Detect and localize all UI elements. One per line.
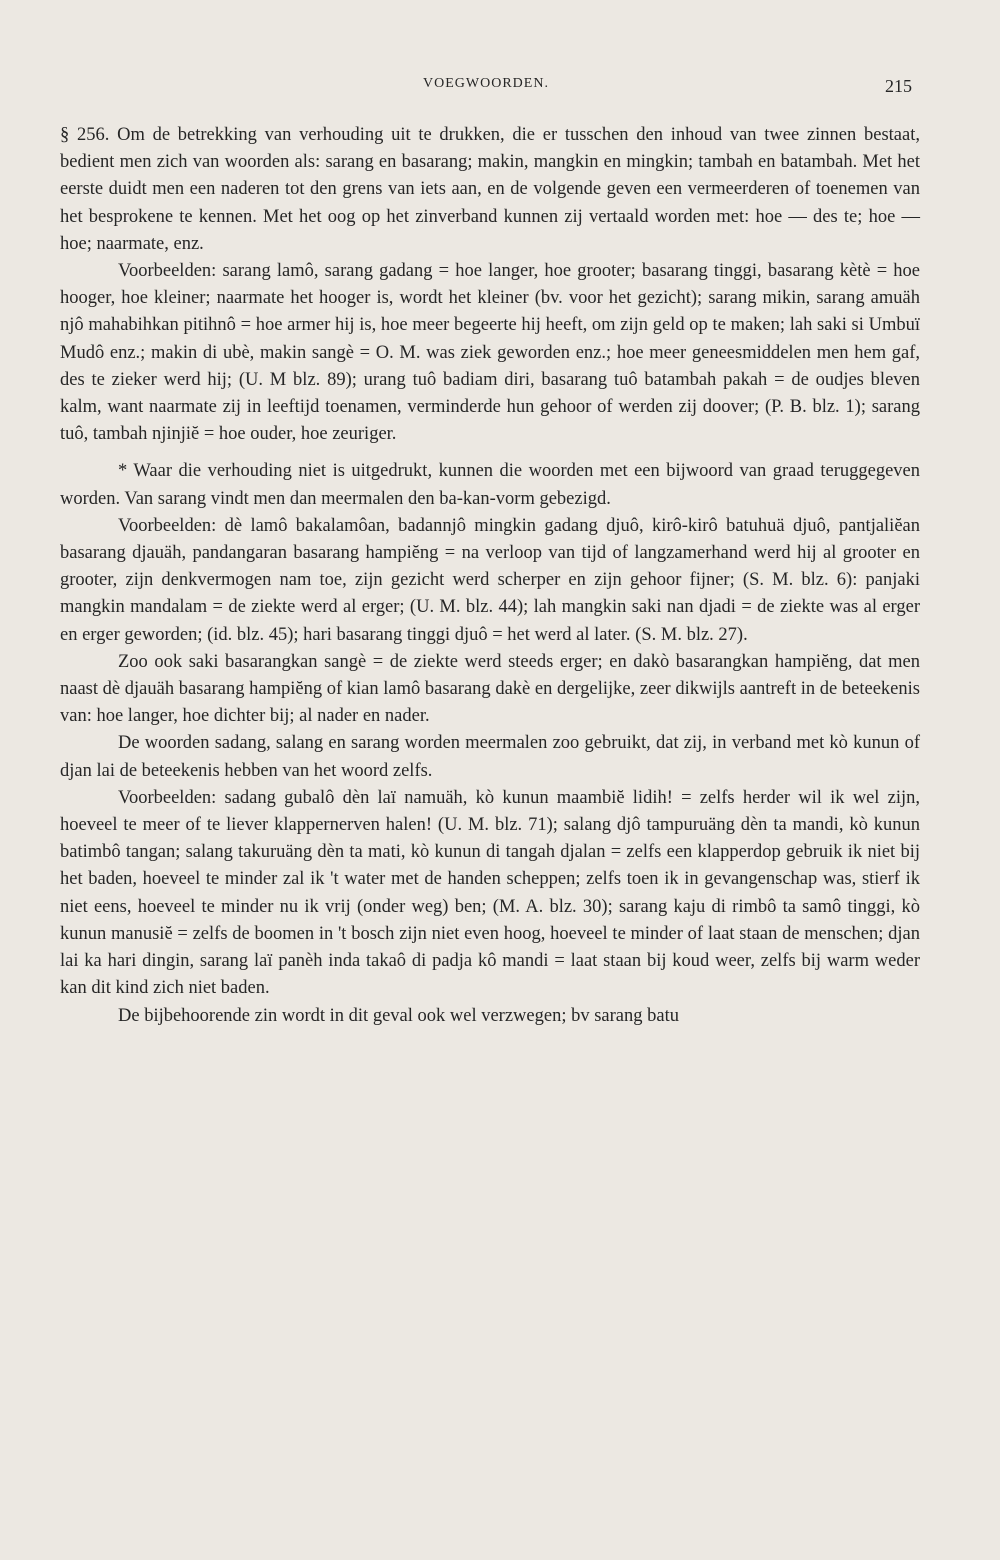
page-header (60, 76, 912, 100)
page-number: 215 (885, 76, 912, 96)
running-head: VOEGWOORDEN. (423, 76, 549, 91)
paragraph-last: De bijbehoorende zin wordt in dit geval ook wel verzwegen; bv sarang batu (118, 1005, 679, 1026)
paragraph-note: * Waar die verhouding niet is uitgedrukt, kunnen die woorden met een bijwoord van graad teruggegeven worden. Van sarang vindt men dan meermalen den ba-kan-vorm gebezigd. (60, 461, 920, 509)
paragraph-examples-1: Voorbeelden: sarang lamô, sarang gadang = hoe langer, hoe grooter; basarang tinggi, basarang kètè = hoe hooger, hoe kleiner; naarmate het hooger is, wordt het kleiner (bv. voor het gezicht); sarang mikin, sarang amuäh njô mahabihkan pitihnô = hoe armer hij is, hoe meer begeerte hij heeft, om zijn geld op te maken; lah saki si Umbuï Mudô enz.; makin di ubè, makin sangè = O. M. was ziek geworden enz.; hoe meer geneesmiddelen men hem gaf, des te zieker werd hij; (U. M blz. 89); urang tuô badiam diri, basarang tuô batambah pakah = de oudjes bleven kalm, want naarmate zij in leeftijd toenamen, verminderde hun gehoor of werden zij doover; (P. B. blz. 1); sarang tuô, tambah njinjiĕ = hoe ouder, hoe zeuriger. (60, 261, 920, 445)
paragraph-examples-3: Voorbeelden: sadang gubalô dèn laï namuäh, kò kunun maambiĕ lidih! = zelfs herder wil ik wel zijn, hoeveel te meer of te liever klappernerven halen! (U. M. blz. 71); salang djô tampuruäng dèn ta mandi, kò kunun batimbô tangan; salang takuruäng dèn ta mati, kò kunun di tangah djalan = zelfs een klapperdop gebruik ik niet bij het baden, hoeveel te minder zal ik 't water met de handen scheppen; zelfs toen ik in gevangenschap was, stierf ik niet eens, hoeveel te minder nu ik vrij (onder weg) ben; (M. A. blz. 30); sarang kaju di rimbô ta samô tinggi, kò kunun manusiĕ = zelfs de boomen in 't bosch zijn niet even hoog, hoeveel te minder of laat staan de menschen; djan lai ka hari dingin, sarang laï panèh inda takaô di padja kô mandi = laat staan bij koud weer, zelfs bij warm weder kan dit kind zich niet baden. (60, 787, 920, 999)
page-body (60, 122, 920, 1030)
paragraph-examples-2: Voorbeelden: dè lamô bakalamôan, badannjô mingkin gadang djuô, kirô-kirô batuhuä djuô, pantjaliĕan basarang djauäh, pandangaran basarang hampiĕng = na verloop van tijd of langzamerhand werd hij al grooter en grooter, zijn denkvermogen nam toe, zijn gezicht werd scherper en zijn gehoor fijner; (S. M. blz. 6): panjaki mangkin mandalam = de ziekte werd al erger; (U. M. blz. 44); lah mangkin saki nan djadi = de ziekte was al erger en erger geworden; (id. blz. 45); hari basarang tinggi djuô = het werd al later. (S. M. blz. 27). (60, 515, 920, 645)
paragraph-woorden: De woorden sadang, salang en sarang worden meermalen zoo gebruikt, dat zij, in verband met kò kunun of djan lai de beteekenis hebben van het woord zelfs. (60, 733, 920, 781)
paragraph-zoo-ook: Zoo ook saki basarangkan sangè = de ziekte werd steeds erger; en dakò basarangkan hampiĕng, dat men naast dè djauäh basarang hampiĕng of kian lamô basarang dakè en dergelijke, zeer dikwijls aantreft in de beteekenis van: hoe langer, hoe dichter bij; al nader en nader. (60, 651, 920, 727)
paragraph-256: § 256. Om de betrekking van verhouding uit te drukken, die er tusschen den inhoud van twee zinnen bestaat, bedient men zich van woorden als: sarang en basarang; makin, mangkin en mingkin; tambah en batambah. Met het eerste duidt men een naderen tot den grens van iets aan, en de volgende geven een vermeerderen of toenemen van het besprokene te kennen. Met het oog op het zinverband kunnen zij vertaald worden met: hoe — des te; hoe — hoe; naarmate, enz. (60, 125, 920, 254)
